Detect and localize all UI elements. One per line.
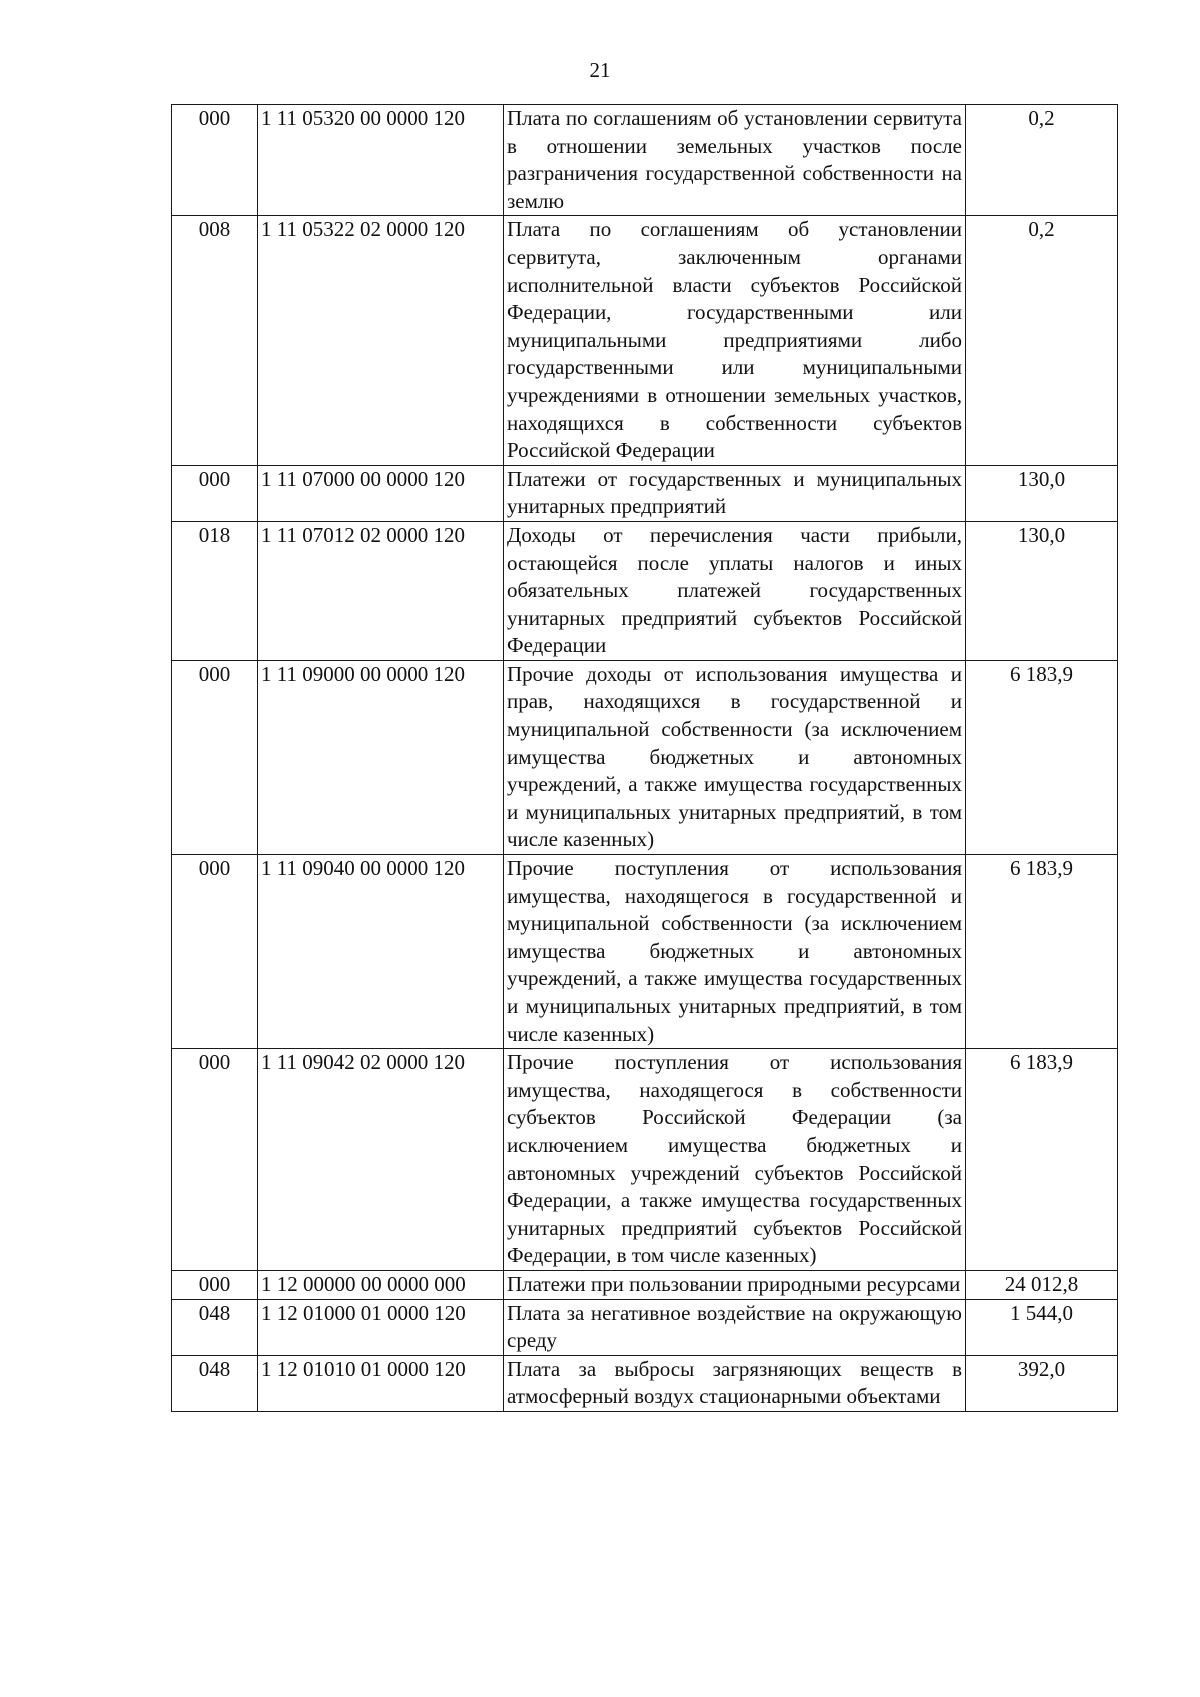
budget-classification-code-cell: 1 12 00000 00 0000 000 [258,1270,504,1299]
amount-cell: 6 183,9 [966,855,1118,1049]
revenue-name-cell: Платежи при пользовании природными ресурсами [504,1270,966,1299]
revenue-name-cell: Плата за выбросы загрязняющих веществ в атмосферный воздух стационарными объектами [504,1355,966,1411]
amount-cell: 0,2 [966,216,1118,465]
admin-code-cell: 000 [172,1049,258,1271]
revenue-name-cell: Прочие поступления от использования имущества, находящегося в собственности субъектов Российской Федерации (за исключением имущества бюджетных и автономных учреждений субъектов Российской Федерации, а также имущества государственных унитарных предприятий субъектов Российской Федерации, в том числе казенных) [504,1049,966,1271]
table-row [172,1355,1118,1411]
table-row [172,465,1118,521]
admin-code-cell: 008 [172,216,258,465]
budget-classification-code-cell: 1 12 01010 01 0000 120 [258,1355,504,1411]
table-row [172,105,1118,216]
admin-code-cell: 000 [172,465,258,521]
revenue-name-cell: Плата за негативное воздействие на окружающую среду [504,1299,966,1355]
amount-cell: 0,2 [966,105,1118,216]
revenue-name-cell: Плата по соглашениям об установлении сервитута в отношении земельных участков после разграничения государственной собственности на землю [504,105,966,216]
table-row [172,216,1118,465]
table-row [172,1299,1118,1355]
budget-revenue-table [171,104,1118,1412]
admin-code-cell: 000 [172,660,258,854]
budget-classification-code-cell: 1 11 05320 00 0000 120 [258,105,504,216]
budget-classification-code-cell: 1 11 07000 00 0000 120 [258,465,504,521]
admin-code-cell: 000 [172,105,258,216]
budget-classification-code-cell: 1 11 05322 02 0000 120 [258,216,504,465]
revenue-name-cell: Платежи от государственных и муниципальных унитарных предприятий [504,465,966,521]
table-row [172,855,1118,1049]
amount-cell: 24 012,8 [966,1270,1118,1299]
table-row [172,1270,1118,1299]
table-row [172,660,1118,854]
budget-classification-code-cell: 1 11 07012 02 0000 120 [258,521,504,660]
revenue-name-cell: Доходы от перечисления части прибыли, остающейся после уплаты налогов и иных обязательных платежей государственных унитарных предприятий субъектов Российской Федерации [504,521,966,660]
table-row [172,1049,1118,1271]
amount-cell: 1 544,0 [966,1299,1118,1355]
admin-code-cell: 048 [172,1299,258,1355]
budget-classification-code-cell: 1 11 09040 00 0000 120 [258,855,504,1049]
revenue-name-cell: Прочие доходы от использования имущества и прав, находящихся в государственной и муниципальной собственности (за исключением имущества бюджетных и автономных учреждений, а также имущества государственных и муниципальных унитарных предприятий, в том числе казенных) [504,660,966,854]
budget-classification-code-cell: 1 11 09000 00 0000 120 [258,660,504,854]
admin-code-cell: 048 [172,1355,258,1411]
admin-code-cell: 000 [172,1270,258,1299]
amount-cell: 6 183,9 [966,660,1118,854]
admin-code-cell: 018 [172,521,258,660]
table-row [172,521,1118,660]
amount-cell: 392,0 [966,1355,1118,1411]
amount-cell: 130,0 [966,521,1118,660]
budget-classification-code-cell: 1 11 09042 02 0000 120 [258,1049,504,1271]
admin-code-cell: 000 [172,855,258,1049]
amount-cell: 130,0 [966,465,1118,521]
revenue-name-cell: Плата по соглашениям об установлении сервитута, заключенным органами исполнительной власти субъектов Российской Федерации, государственными или муниципальными предприятиями либо государственными или муниципальными учреждениями в отношении земельных участков, находящихся в собственности субъектов Российской Федерации [504,216,966,465]
revenue-name-cell: Прочие поступления от использования имущества, находящегося в государственной и муниципальной собственности (за исключением имущества бюджетных и автономных учреждений, а также имущества государственных и муниципальных унитарных предприятий, в том числе казенных) [504,855,966,1049]
amount-cell: 6 183,9 [966,1049,1118,1271]
page-number: 21 [589,58,611,82]
budget-classification-code-cell: 1 12 01000 01 0000 120 [258,1299,504,1355]
